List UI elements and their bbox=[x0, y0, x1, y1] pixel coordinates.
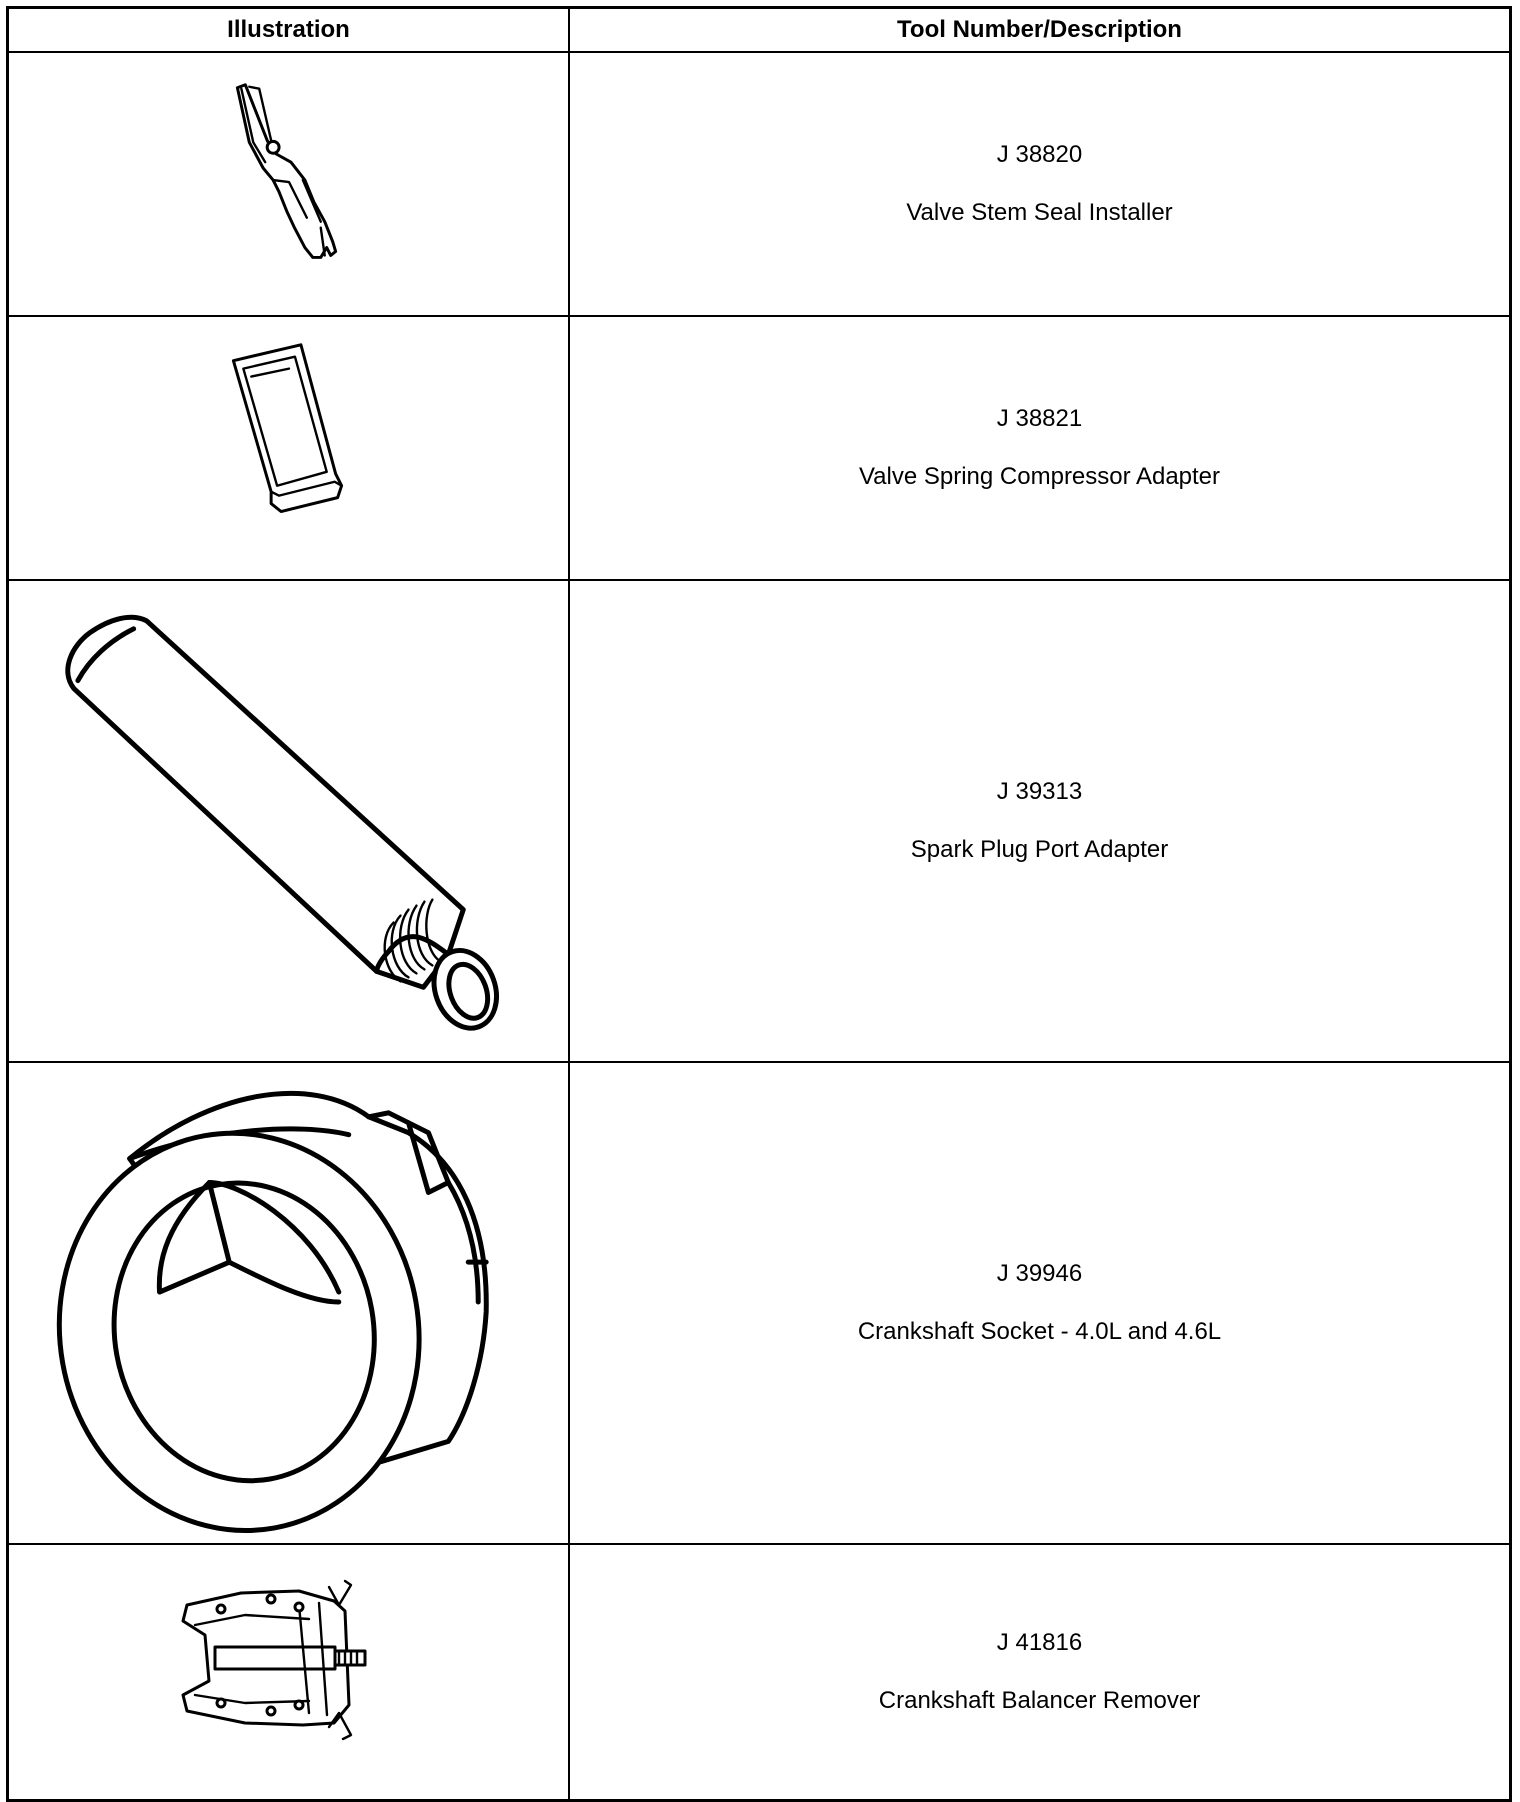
illustration-cell bbox=[9, 1063, 568, 1543]
table-row bbox=[9, 581, 1509, 1063]
illustration-cell bbox=[9, 1545, 568, 1799]
tool-description: Valve Stem Seal Installer bbox=[906, 199, 1173, 226]
illustration-cell bbox=[9, 317, 568, 579]
tool-number: J 41816 bbox=[996, 1629, 1083, 1656]
table-header bbox=[9, 9, 1509, 53]
header-illustration: Illustration bbox=[227, 16, 350, 43]
tool-number: J 38821 bbox=[996, 405, 1083, 432]
description-cell bbox=[570, 1063, 1509, 1543]
tool-number: J 38820 bbox=[996, 141, 1083, 168]
illustration-cell bbox=[9, 581, 568, 1061]
tool-description: Spark Plug Port Adapter bbox=[910, 836, 1169, 863]
description-cell bbox=[570, 317, 1509, 579]
adapter-block-icon bbox=[9, 317, 568, 579]
puller-icon bbox=[9, 1545, 568, 1799]
header-tool-description: Tool Number/Description bbox=[897, 16, 1182, 43]
tool-table bbox=[6, 6, 1512, 1802]
pliers-icon bbox=[9, 53, 568, 315]
table-row bbox=[9, 1063, 1509, 1545]
table-row bbox=[9, 53, 1509, 317]
socket-ring-icon bbox=[9, 1063, 568, 1543]
tool-description: Crankshaft Socket - 4.0L and 4.6L bbox=[857, 1318, 1222, 1345]
description-cell bbox=[570, 581, 1509, 1061]
table-row bbox=[9, 1545, 1509, 1799]
tool-description: Valve Spring Compressor Adapter bbox=[858, 463, 1221, 490]
table-row bbox=[9, 317, 1509, 581]
threaded-tube-icon bbox=[9, 581, 568, 1061]
description-cell bbox=[570, 1545, 1509, 1799]
tool-number: J 39946 bbox=[996, 1260, 1083, 1287]
tool-description: Crankshaft Balancer Remover bbox=[878, 1687, 1201, 1714]
tool-number: J 39313 bbox=[996, 778, 1083, 805]
description-cell bbox=[570, 53, 1509, 315]
illustration-cell bbox=[9, 53, 568, 315]
